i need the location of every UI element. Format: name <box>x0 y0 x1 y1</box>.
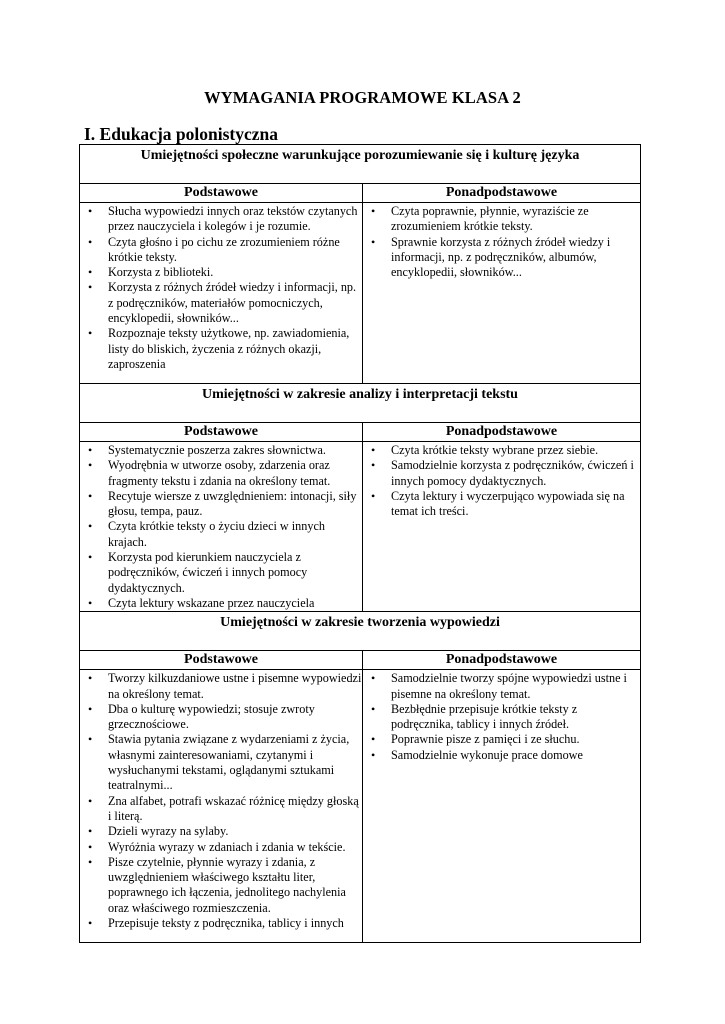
column-header-basic: Podstawowe <box>80 651 363 670</box>
list-item: • Czyta krótkie teksty o życiu dzieci w innych krajach. <box>88 519 362 550</box>
list-item: • Rozpoznaje teksty użytkowe, np. zawiadomienia, listy do bliskich, życzenia z różnych okazji, zaproszenia <box>88 326 362 372</box>
category-title: Umiejętności w zakresie tworzenia wypowiedzi <box>80 612 641 651</box>
list-item: • Korzysta z biblioteki. <box>88 265 362 280</box>
list-item: • Czyta głośno i po cichu ze zrozumieniem różne krótkie teksty. <box>88 235 362 266</box>
list-item: • Korzysta pod kierunkiem nauczyciela z podręczników, ćwiczeń i innych pomocy dydaktycznych. <box>88 550 362 596</box>
list-item: • Tworzy kilkuzdaniowe ustne i pisemne wypowiedzi na określony temat. <box>88 671 362 702</box>
advanced-requirements <box>363 670 641 943</box>
list-item: • Poprawnie pisze z pamięci i ze słuchu. <box>371 732 640 747</box>
list-item: • Korzysta z różnych źródeł wiedzy i informacji, np. z podręczników, materiałów pomocniczych, encyklopedii, słowników... <box>88 280 362 326</box>
requirements-table <box>79 144 641 943</box>
list-item: • Dzieli wyrazy na sylaby. <box>88 824 362 839</box>
list-item: • Zna alfabet, potrafi wskazać różnicę między głoską i literą. <box>88 794 362 825</box>
list-item: • Samodzielnie wykonuje prace domowe <box>371 748 640 763</box>
category-title: Umiejętności społeczne warunkujące porozumiewanie się i kulturę języka <box>80 145 641 184</box>
column-header-basic: Podstawowe <box>80 184 363 203</box>
list-item: • Czyta lektury wskazane przez nauczyciela <box>88 596 362 611</box>
list-item: • Czyta lektury i wyczerpująco wypowiada się na temat ich treści. <box>371 489 640 520</box>
list-item: • Samodzielnie korzysta z podręczników, ćwiczeń i innych pomocy dydaktycznych. <box>371 458 640 489</box>
list-item: • Bezbłędnie przepisuje krótkie teksty z podręcznika, tablicy i innych źródeł. <box>371 702 640 733</box>
basic-requirements <box>80 442 363 612</box>
list-item: • Wyodrębnia w utworze osoby, zdarzenia oraz fragmenty tekstu i zdania na określony temat. <box>88 458 362 489</box>
advanced-requirements <box>363 203 641 384</box>
column-header-basic: Podstawowe <box>80 423 363 442</box>
basic-requirements <box>80 203 363 384</box>
column-header-advanced: Ponadpodstawowe <box>363 423 641 442</box>
advanced-requirements <box>363 442 641 612</box>
list-item: • Czyta poprawnie, płynnie, wyraziście ze zrozumieniem krótkie teksty. <box>371 204 640 235</box>
document-title: WYMAGANIA PROGRAMOWE KLASA 2 <box>204 88 521 107</box>
list-item: • Pisze czytelnie, płynnie wyrazy i zdania, z uwzględnieniem właściwego kształtu liter, poprawnego ich łączenia, jednolitego nachylenia oraz właściwego rozmieszczenia. <box>88 855 362 916</box>
list-item: • Przepisuje teksty z podręcznika, tablicy i innych <box>88 916 362 931</box>
list-item: • Sprawnie korzysta z różnych źródeł wiedzy i informacji, np. z podręczników, albumów, encyklopedii, słowników... <box>371 235 640 281</box>
column-header-advanced: Ponadpodstawowe <box>363 651 641 670</box>
list-item: • Recytuje wiersze z uwzględnieniem: intonacji, siły głosu, tempa, pauz. <box>88 489 362 520</box>
list-item: • Samodzielnie tworzy spójne wypowiedzi ustne i pisemne na określony temat. <box>371 671 640 702</box>
list-item: • Czyta krótkie teksty wybrane przez siebie. <box>371 443 640 458</box>
category-title: Umiejętności w zakresie analizy i interpretacji tekstu <box>80 384 641 423</box>
list-item: • Stawia pytania związane z wydarzeniami z życia, własnymi zainteresowaniami, czytanymi i wysłuchanymi tekstami, oglądanymi sztukami teatralnymi... <box>88 732 362 793</box>
list-item: • Dba o kulturę wypowiedzi; stosuje zwroty grzecznościowe. <box>88 702 362 733</box>
basic-requirements <box>80 670 363 943</box>
list-item: • Słucha wypowiedzi innych oraz tekstów czytanych przez nauczyciela i kolegów i je rozumie. <box>88 204 362 235</box>
list-item: • Wyróżnia wyrazy w zdaniach i zdania w tekście. <box>88 840 362 855</box>
column-header-advanced: Ponadpodstawowe <box>363 184 641 203</box>
section-heading: I. Edukacja polonistyczna <box>84 124 278 144</box>
list-item: • Systematycznie poszerza zakres słownictwa. <box>88 443 362 458</box>
